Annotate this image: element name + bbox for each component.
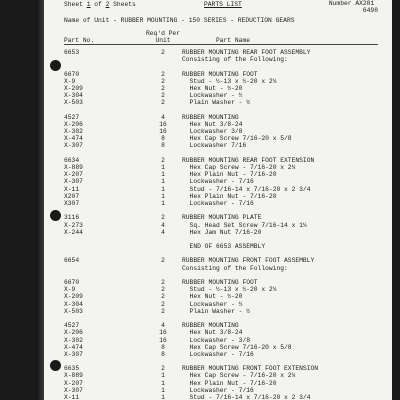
unit-name-line: Name of Unit - RUBBER MOUNTING - 150 SERIES - REDUCTION GEARS: [64, 17, 295, 24]
number-block: [329, 0, 378, 14]
table-row: [44, 344, 392, 351]
table-row: [44, 229, 392, 236]
part-name: Sq. Head Set Screw 7/16-14 x 1¼: [182, 221, 307, 229]
part-name: RUBBER MOUNTING FOOT: [182, 70, 258, 78]
quantity: 1: [161, 372, 165, 380]
document-title: PARTS LIST: [204, 1, 242, 8]
sheets-label: Sheets: [113, 1, 136, 8]
part-number: X-244: [64, 228, 83, 236]
quantity: 4: [161, 322, 165, 330]
table-row: [44, 128, 392, 135]
table-row: [44, 164, 392, 171]
table-row: [44, 56, 392, 63]
table-row: [44, 265, 392, 272]
part-name: RUBBER MOUNTING: [182, 322, 239, 330]
table-row: [44, 272, 392, 279]
part-number: X-206: [64, 329, 83, 337]
table-row: [44, 78, 392, 85]
table-row: [44, 200, 392, 207]
part-name: Hex Cap Screw 7/16-20 x 5/8: [182, 343, 292, 351]
part-number: X-11: [64, 394, 80, 400]
part-number: X-503: [64, 99, 83, 107]
sheet-total: 2: [105, 1, 110, 8]
quantity: 16: [159, 336, 167, 344]
quantity: 2: [161, 307, 165, 315]
part-number: 4527: [64, 113, 80, 121]
table-row: [44, 372, 392, 379]
scan-edge-shadow: [36, 0, 44, 400]
table-row: [44, 380, 392, 387]
table-row: [44, 142, 392, 149]
table-row: [44, 222, 392, 229]
part-number: X-474: [64, 343, 83, 351]
quantity: 1: [161, 386, 165, 394]
quantity: 1: [161, 171, 165, 179]
part-name: RUBBER MOUNTING FRONT FOOT EXTENSION: [182, 365, 319, 373]
col-header-reqd-line2: Unit: [155, 37, 171, 45]
of-label: of: [94, 1, 102, 8]
table-row: [44, 207, 392, 214]
col-header-part-name: Part Name: [216, 37, 251, 44]
part-name: Hex Nut 3/8-24: [182, 120, 243, 128]
part-number: X-206: [64, 120, 83, 128]
quantity: 2: [161, 279, 165, 286]
quantity: 16: [159, 120, 167, 128]
part-number: 6670: [64, 70, 80, 78]
part-number: X-11: [64, 185, 80, 193]
quantity: 1: [161, 379, 165, 387]
table-row: [44, 186, 392, 193]
table-row: [44, 365, 392, 372]
number-value: AX281: [355, 0, 375, 7]
col-header-reqd: [138, 30, 188, 44]
part-name: Hex Nut - ½-20: [182, 293, 243, 301]
table-row: [44, 178, 392, 185]
quantity: 4: [161, 228, 165, 236]
table-row: [44, 301, 392, 308]
part-name: Plain Washer - ½: [182, 307, 251, 315]
table-row: [44, 193, 392, 200]
table-row: [44, 257, 392, 264]
table-row: [44, 322, 392, 329]
quantity: 8: [161, 350, 165, 358]
table-row: [44, 250, 392, 257]
part-number: X-307: [64, 142, 83, 150]
quantity: 1: [161, 199, 165, 207]
table-row: [44, 157, 392, 164]
part-number: X-209: [64, 293, 83, 301]
part-name: END OF 6653 ASSEMBLY: [182, 243, 266, 251]
part-name: Stud - ½-13 x ½-20 x 2¼: [182, 286, 277, 294]
quantity: 2: [161, 365, 165, 373]
quantity: 2: [161, 99, 165, 107]
part-name: Lockwasher - ½: [182, 92, 243, 100]
table-row: [44, 394, 392, 400]
quantity: 1: [161, 185, 165, 193]
part-name: Lockwasher - ½: [182, 300, 243, 308]
part-number: X-207: [64, 171, 83, 179]
part-number: X-307: [64, 386, 83, 394]
column-headers: [44, 30, 392, 44]
part-name: Plain Washer - ½: [182, 99, 251, 107]
part-number: X307: [64, 199, 80, 207]
part-name: Hex Jam Nut 7/16-20: [182, 228, 262, 236]
part-number: X-302: [64, 336, 83, 344]
part-name: Consisting of the Following:: [182, 56, 288, 64]
part-name: RUBBER MOUNTING FRONT FOOT ASSEMBLY: [182, 257, 315, 265]
quantity: 8: [161, 343, 165, 351]
part-name: Stud - 7/16-14 x 7/16-20 x 2 3/4: [182, 394, 311, 400]
part-name: Lockwasher 7/16: [182, 142, 247, 150]
table-row: [44, 293, 392, 300]
number-sub: 6498: [362, 7, 378, 15]
table-row: [44, 387, 392, 394]
part-number: X-207: [64, 379, 83, 387]
part-name: Stud - 7/16-14 x 7/16-20 x 2 3/4: [182, 185, 311, 193]
parts-table: [44, 49, 392, 400]
part-number: 4527: [64, 322, 80, 330]
number-label: Number: [328, 0, 352, 7]
part-name: Consisting of the Following:: [182, 264, 288, 272]
part-number: X-307: [64, 350, 83, 358]
table-row: [44, 135, 392, 142]
quantity: 1: [161, 178, 165, 186]
part-name: RUBBER MOUNTING REAR FOOT EXTENSION: [182, 156, 315, 164]
part-name: Lockwasher - 7/16: [182, 350, 254, 358]
table-row: [44, 329, 392, 336]
table-row: [44, 171, 392, 178]
quantity: 2: [161, 92, 165, 100]
table-row: [44, 358, 392, 365]
part-name: Lockwasher - 3/8: [182, 336, 251, 344]
table-row: [44, 337, 392, 344]
quantity: 1: [161, 394, 165, 400]
table-row: [44, 243, 392, 250]
part-number: X-9: [64, 77, 76, 85]
sheet-number: 1: [86, 1, 91, 8]
col-header-reqd-line1: Req'd Per: [145, 30, 180, 37]
part-name: Lockwasher - 7/16: [182, 178, 254, 186]
quantity: 8: [161, 142, 165, 150]
table-row: [44, 49, 392, 56]
part-name: Lockwasher - 7/16: [182, 199, 254, 207]
table-row: [44, 214, 392, 221]
part-name: Hex Cap Screw - 7/16-20 x 2¼: [182, 372, 296, 380]
table-row: [44, 63, 392, 70]
part-name: Hex Plain Nut - 7/16-20: [182, 379, 277, 387]
table-row: [44, 114, 392, 121]
part-number: X-302: [64, 128, 83, 136]
part-name: Lockwasher 3/8: [182, 128, 243, 136]
table-row: [44, 236, 392, 243]
document-header: [64, 1, 386, 17]
part-number: X-273: [64, 221, 83, 229]
table-row: [44, 71, 392, 78]
part-name: RUBBER MOUNTING PLATE: [182, 214, 262, 222]
part-number: 6670: [64, 279, 80, 286]
quantity: 2: [161, 214, 165, 222]
quantity: 2: [161, 77, 165, 85]
sheet-info: [64, 1, 136, 8]
quantity: 8: [161, 135, 165, 143]
part-number: X207: [64, 192, 80, 200]
part-name: Hex Cap Screw - 7/16-20 x 2¼: [182, 164, 296, 171]
part-name: RUBBER MOUNTING: [182, 113, 239, 121]
part-number: X-304: [64, 300, 83, 308]
quantity: 2: [161, 70, 165, 78]
quantity: 16: [159, 128, 167, 136]
part-name: Stud - ½-13 x ½-20 x 2¼: [182, 77, 277, 85]
table-row: [44, 107, 392, 114]
part-name: RUBBER MOUNTING REAR FOOT ASSEMBLY: [182, 49, 311, 56]
quantity: 4: [161, 221, 165, 229]
part-name: Hex Plain Nut - 7/16-20: [182, 192, 277, 200]
part-number: 6654: [64, 257, 80, 265]
part-number: 6634: [64, 156, 80, 164]
part-number: X-9: [64, 286, 76, 294]
quantity: 2: [161, 257, 165, 265]
part-name: Hex Cap Screw 7/16-20 x 5/8: [182, 135, 292, 143]
part-number: X-889: [64, 372, 83, 380]
part-number: 3116: [64, 214, 80, 222]
quantity: 2: [161, 300, 165, 308]
quantity: 16: [159, 329, 167, 337]
quantity: 1: [161, 192, 165, 200]
part-name: Hex Nut 3/8-24: [182, 329, 243, 337]
part-number: 6635: [64, 365, 80, 373]
part-number: X-889: [64, 164, 83, 171]
part-name: Hex Plain Nut - 7/16-20: [182, 171, 277, 179]
table-row: [44, 315, 392, 322]
part-number: X-503: [64, 307, 83, 315]
col-header-part-no: Part No.: [64, 37, 95, 44]
table-row: [44, 121, 392, 128]
quantity: 2: [161, 293, 165, 301]
document-page: [44, 0, 392, 400]
part-number: X-474: [64, 135, 83, 143]
quantity: 4: [161, 113, 165, 121]
table-row: [44, 351, 392, 358]
part-name: Lockwasher - 7/16: [182, 386, 254, 394]
part-name: Hex Nut - ½-20: [182, 84, 243, 92]
quantity: 2: [161, 286, 165, 294]
part-number: X-304: [64, 92, 83, 100]
sheet-label: Sheet: [64, 1, 83, 8]
part-number: X-209: [64, 84, 83, 92]
part-name: RUBBER MOUNTING FOOT: [182, 279, 258, 286]
part-number: X-307: [64, 178, 83, 186]
quantity: 1: [161, 164, 165, 171]
header-rule: [64, 44, 378, 45]
table-row: [44, 308, 392, 315]
table-row: [44, 150, 392, 157]
quantity: 2: [161, 156, 165, 164]
table-row: [44, 99, 392, 106]
quantity: 2: [161, 84, 165, 92]
quantity: 2: [161, 49, 165, 56]
part-number: 6653: [64, 49, 80, 56]
